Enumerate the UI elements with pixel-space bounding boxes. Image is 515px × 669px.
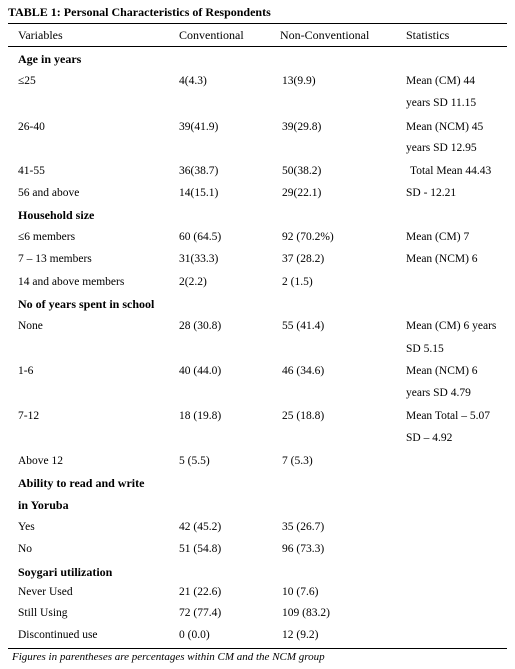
- table-row-variable: 1-6: [18, 365, 34, 377]
- section-yoruba-line-1: Ability to read and write: [18, 476, 145, 490]
- table-row-stat: Mean (NCM) 45: [406, 121, 484, 133]
- table-row-variable: Never Used: [18, 586, 73, 598]
- table-row-stat: Total Mean 44.43: [410, 165, 492, 177]
- table-row-conventional: 51 (54.8): [179, 543, 222, 555]
- header-variables: Variables: [18, 28, 63, 42]
- section-yoruba-line-2: in Yoruba: [18, 498, 69, 512]
- table-row-non-conventional: 2 (1.5): [282, 276, 313, 288]
- table-row-conventional: 5 (5.5): [179, 455, 210, 467]
- header-rule: [8, 46, 507, 47]
- table-row-non-conventional: 50(38.2): [282, 165, 322, 177]
- table-row-conventional: 42 (45.2): [179, 521, 222, 533]
- table-row-conventional: 21 (22.6): [179, 586, 222, 598]
- table-row-stat: SD – 4.92: [406, 432, 453, 444]
- header-statistics: Statistics: [406, 28, 450, 42]
- table-footnote: Figures in parentheses are percentages within CM and the NCM group: [12, 651, 325, 663]
- table-row-stat: Mean (CM) 44: [406, 75, 475, 87]
- section-household: Household size: [18, 208, 95, 222]
- table-row-conventional: 0 (0.0): [179, 629, 210, 641]
- header-conventional: Conventional: [179, 28, 244, 42]
- table-row-conventional: 4(4.3): [179, 75, 207, 87]
- table-row-variable: 7 – 13 members: [18, 253, 92, 265]
- header-non-conventional: Non-Conventional: [280, 28, 370, 42]
- table-row-variable: None: [18, 320, 43, 332]
- table-row-variable: 14 and above members: [18, 276, 125, 288]
- table-row-non-conventional: 25 (18.8): [282, 410, 325, 422]
- table-row-stat: SD 5.15: [406, 343, 444, 355]
- table-row-stat: Mean Total – 5.07: [406, 410, 490, 422]
- table-row-conventional: 36(38.7): [179, 165, 219, 177]
- table-row-non-conventional: 29(22.1): [282, 187, 322, 199]
- table-row-non-conventional: 55 (41.4): [282, 320, 325, 332]
- table-row-variable: 7-12: [18, 410, 40, 422]
- table-row-stat: years SD 4.79: [406, 387, 471, 399]
- table-row-variable: Yes: [18, 521, 35, 533]
- table-row-non-conventional: 96 (73.3): [282, 543, 325, 555]
- table-row-non-conventional: 46 (34.6): [282, 365, 325, 377]
- table-row-non-conventional: 39(29.8): [282, 121, 322, 133]
- table-row-stat: SD - 12.21: [406, 187, 457, 199]
- table-row-conventional: 14(15.1): [179, 187, 219, 199]
- table-row-conventional: 60 (64.5): [179, 231, 222, 243]
- table-row-variable: 26-40: [18, 121, 45, 133]
- table-row-non-conventional: 13(9.9): [282, 75, 316, 87]
- table-row-variable: Discontinued use: [18, 629, 98, 641]
- table-row-stat: Mean (CM) 7: [406, 231, 470, 243]
- table-row-conventional: 2(2.2): [179, 276, 207, 288]
- table-row-non-conventional: 10 (7.6): [282, 586, 319, 598]
- table-row-variable: ≤6 members: [18, 231, 76, 243]
- table-row-variable: 56 and above: [18, 187, 80, 199]
- table-row-conventional: 18 (19.8): [179, 410, 222, 422]
- table-row-conventional: 31(33.3): [179, 253, 219, 265]
- table-row-variable: Above 12: [18, 455, 64, 467]
- table-row-variable: No: [18, 543, 33, 555]
- section-school: No of years spent in school: [18, 297, 155, 311]
- table-row-non-conventional: 92 (70.2%): [282, 231, 334, 243]
- section-age: Age in years: [18, 52, 82, 66]
- table-row-conventional: 28 (30.8): [179, 320, 222, 332]
- top-rule: [8, 23, 507, 24]
- table-row-non-conventional: 37 (28.2): [282, 253, 325, 265]
- table-row-stat: years SD 12.95: [406, 142, 477, 154]
- table-title: TABLE 1: Personal Characteristics of Respondents: [8, 5, 271, 19]
- table-row-variable: ≤25: [18, 75, 36, 87]
- bottom-rule: [8, 648, 507, 649]
- table-row-variable: 41-55: [18, 165, 45, 177]
- table-row-stat: years SD 11.15: [406, 97, 477, 109]
- table-row-conventional: 39(41.9): [179, 121, 219, 133]
- table-row-conventional: 72 (77.4): [179, 607, 222, 619]
- table-row-stat: Mean (NCM) 6: [406, 365, 478, 377]
- table-row-variable: Still Using: [18, 607, 68, 619]
- table-row-non-conventional: 7 (5.3): [282, 455, 313, 467]
- table-row-non-conventional: 35 (26.7): [282, 521, 325, 533]
- section-soygari: Soygari utilization: [18, 565, 113, 579]
- table-row-non-conventional: 12 (9.2): [282, 629, 319, 641]
- table-row-stat: Mean (NCM) 6: [406, 253, 478, 265]
- table-row-stat: Mean (CM) 6 years: [406, 320, 497, 332]
- table-row-conventional: 40 (44.0): [179, 365, 222, 377]
- table-row-non-conventional: 109 (83.2): [282, 607, 330, 619]
